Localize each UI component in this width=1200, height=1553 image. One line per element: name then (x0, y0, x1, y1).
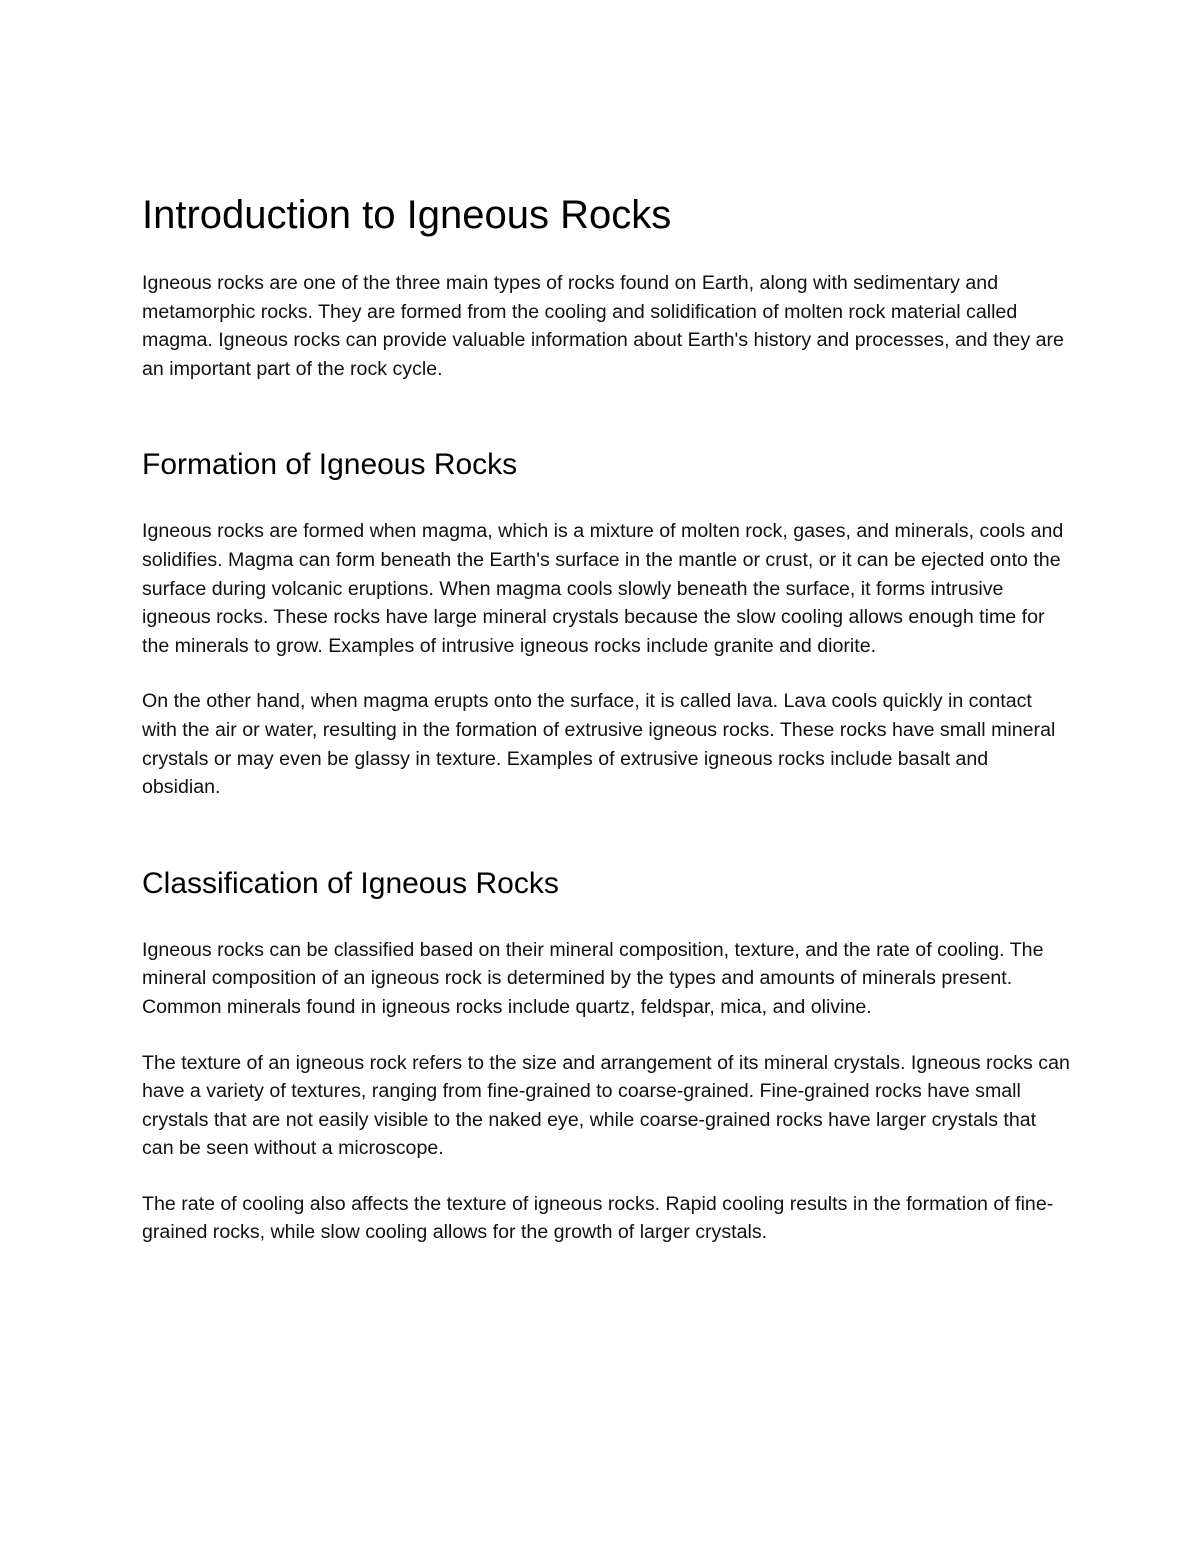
section-classification (142, 865, 1072, 1247)
formation-paragraph-1: Igneous rocks are formed when magma, which is a mixture of molten rock, gases, and minerals, cools and solidifies. Magma can form beneath the Earth's surface in the mantle or crust, or it can be ejected onto the surface during volcanic eruptions. When magma cools slowly beneath the surface, it forms intrusive igneous rocks. These rocks have large mineral crystals because the slow cooling allows enough time for the minerals to grow. Examples of intrusive igneous rocks include granite and diorite. (142, 520, 1064, 657)
intro-paragraph: Igneous rocks are one of the three main types of rocks found on Earth, along with sedimentary and metamorphic rocks. They are formed from the cooling and solidification of molten rock material called magma. Igneous rocks can provide valuable information about Earth's history and processes, and they are an important part of the rock cycle. (142, 272, 1064, 380)
document-body (142, 190, 1072, 1274)
classification-paragraph-3: The rate of cooling also affects the texture of igneous rocks. Rapid cooling results in the formation of fine-grained rocks, while slow cooling allows for the growth of larger crystals. (142, 1192, 1054, 1244)
document-title: Introduction to Igneous Rocks (142, 193, 672, 237)
section-formation (142, 446, 1072, 801)
section-heading-classification: Classification of Igneous Rocks (142, 866, 559, 900)
section-heading-formation: Formation of Igneous Rocks (142, 448, 518, 482)
formation-paragraph-2: On the other hand, when magma erupts onto the surface, it is called lava. Lava cools quickly in contact with the air or water, resulting in the formation of extrusive igneous rocks. These rocks have small mineral crystals or may even be glassy in texture. Examples of extrusive igneous rocks include basalt and obsidian. (142, 690, 1056, 799)
classification-paragraph-2: The texture of an igneous rock refers to the size and arrangement of its mineral crystals. Igneous rocks can have a variety of textures, ranging from fine-grained to coarse-grained. Fine-grained rocks have small crystals that are not easily visible to the naked eye, while coarse-grained rocks have larger crystals that can be seen without a microscope. (142, 1051, 1070, 1160)
classification-paragraph-1: Igneous rocks can be classified based on their mineral composition, texture, and the rate of cooling. The mineral composition of an igneous rock is determined by the types and amounts of minerals present. Common minerals found in igneous rocks include quartz, feldspar, mica, and olivine. (142, 938, 1044, 1018)
